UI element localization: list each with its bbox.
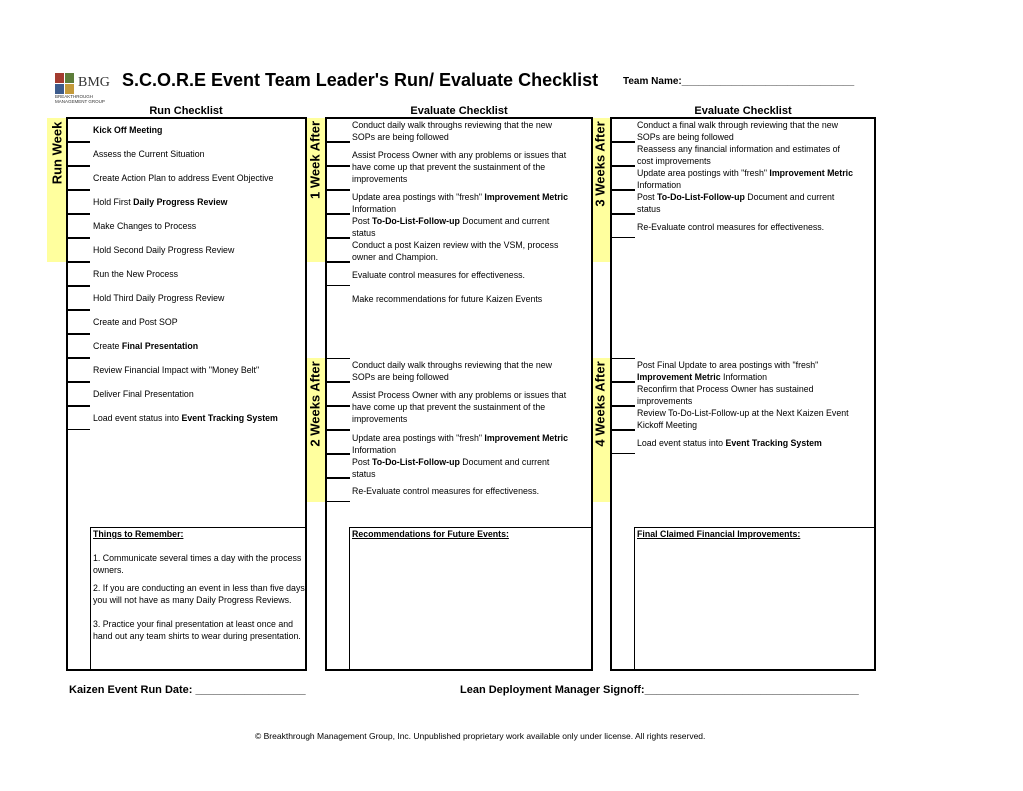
eval2-top-item	[637, 191, 834, 215]
eval2-top-checkbox[interactable]	[611, 142, 635, 166]
item-text: Information	[352, 445, 397, 455]
item-text: Document and current	[459, 457, 550, 467]
item-text: To-Do-List-Follow-up	[372, 457, 460, 467]
item-line	[352, 227, 549, 239]
item-text: cost improvements	[637, 156, 711, 166]
eval1-bottom-item	[352, 456, 549, 480]
eval1-bottom-item	[352, 359, 552, 383]
kaizen-run-date-field[interactable]: Kaizen Event Run Date: __________________	[69, 684, 306, 696]
eval2-top-item	[637, 143, 840, 167]
item-line	[637, 131, 838, 143]
eval1-top-item	[352, 215, 549, 239]
item-line	[637, 371, 818, 383]
item-text: Document and current	[744, 192, 835, 202]
item-line	[637, 119, 838, 131]
eval1-top-checkbox[interactable]	[326, 118, 350, 142]
week3-label: 3 Weeks After	[592, 121, 608, 207]
item-line	[352, 371, 552, 383]
item-text: Load event status into	[637, 438, 726, 448]
run-checklist-item	[93, 268, 178, 280]
item-text: Post Final Update to area postings with "fresh"	[637, 360, 819, 370]
eval1-bottom-checkbox[interactable]	[326, 382, 350, 406]
item-text: Re-Evaluate control measures for effectiveness.	[637, 222, 825, 232]
eval1-top-item	[352, 149, 566, 185]
eval1-top-checkbox[interactable]	[326, 166, 350, 190]
item-text: Hold Second Daily Progress Review	[93, 245, 235, 255]
run-checklist-item	[93, 292, 224, 304]
item-line	[93, 292, 224, 304]
eval1-bottom-checkbox[interactable]	[326, 430, 350, 454]
run-week-label: Run Week	[49, 121, 65, 185]
item-line	[637, 407, 849, 419]
run-checklist-item	[93, 172, 273, 184]
item-text: status	[352, 228, 376, 238]
item-text: Create	[93, 341, 122, 351]
eval1-bottom-checkbox[interactable]	[326, 406, 350, 430]
item-line	[352, 444, 568, 456]
eval2-bottom-item	[637, 407, 849, 431]
run-item-checkbox[interactable]	[67, 262, 90, 286]
item-text: SOPs are being followed	[637, 132, 734, 142]
bmg-logo	[55, 73, 75, 95]
item-text: Deliver Final Presentation	[93, 389, 194, 399]
things-to-remember-list	[93, 552, 308, 642]
recommendations-heading: Recommendations for Future Events:	[352, 529, 509, 539]
item-line	[352, 293, 542, 305]
run-checklist-heading: Run Checklist	[149, 105, 223, 117]
run-checklist-item	[93, 364, 259, 376]
item-line	[637, 203, 834, 215]
run-item-checkbox[interactable]	[67, 334, 90, 358]
run-item-checkbox[interactable]	[67, 310, 90, 334]
item-line	[352, 131, 552, 143]
run-item-checkbox[interactable]	[67, 214, 90, 238]
item-text: Conduct a final walk through reviewing that the new	[637, 120, 838, 130]
eval1-top-checkbox[interactable]	[326, 214, 350, 238]
item-line	[93, 244, 234, 256]
item-line	[352, 191, 568, 203]
run-checklist-item	[93, 244, 234, 256]
run-checklist-item	[93, 196, 227, 208]
run-item-checkbox[interactable]	[67, 238, 90, 262]
eval1-top-item	[352, 269, 525, 281]
item-text: Daily Progress Review	[133, 197, 228, 207]
item-text: Review To-Do-List-Follow-up at the Next Kaizen Event	[637, 408, 849, 418]
run-checklist-item	[93, 220, 196, 232]
item-text: Conduct a post Kaizen review with the VSM, process	[352, 240, 559, 250]
week1-label: 1 Week After	[307, 120, 323, 200]
item-text: Reassess any financial information and estimates of	[637, 144, 840, 154]
eval2-top-checkbox[interactable]	[611, 190, 635, 214]
eval1-bottom-checkbox[interactable]	[326, 358, 350, 382]
eval1-bottom-item	[352, 389, 566, 425]
item-line	[93, 388, 194, 400]
item-text: Improvement Metric	[484, 192, 568, 202]
eval2-top-item	[637, 167, 853, 191]
item-line	[93, 172, 273, 184]
item-text: Improvement Metric	[769, 168, 853, 178]
logo-initials: BMG	[78, 75, 110, 90]
item-line	[352, 161, 566, 173]
eval2-top-checkbox[interactable]	[611, 166, 635, 190]
item-line	[352, 119, 552, 131]
eval1-top-item	[352, 119, 552, 143]
final-financial-heading: Final Claimed Financial Improvements:	[637, 529, 801, 539]
week4-label: 4 Weeks After	[592, 361, 608, 447]
item-text: Hold Third Daily Progress Review	[93, 293, 225, 303]
run-notes-rule	[90, 527, 307, 528]
item-line	[352, 215, 549, 227]
item-line	[637, 359, 818, 371]
eval1-top-checkbox[interactable]	[326, 262, 350, 286]
item-line	[93, 196, 227, 208]
item-text: Document and current	[459, 216, 550, 226]
item-line	[352, 389, 566, 401]
item-text: have come up that prevent the sustainment of the	[352, 162, 546, 172]
run-item-checkbox[interactable]	[67, 406, 90, 430]
item-text: Assess the Current Situation	[93, 149, 205, 159]
item-line	[93, 148, 204, 160]
item-text: Create Action Plan to address Event Objective	[93, 173, 274, 183]
run-item-checkbox[interactable]	[67, 142, 90, 166]
item-text: Update area postings with "fresh"	[637, 168, 770, 178]
item-text: Conduct daily walk throughs reviewing that the new	[352, 360, 552, 370]
item-text: owner and Champion.	[352, 252, 439, 262]
item-text: Kickoff Meeting	[637, 420, 697, 430]
item-text: Re-Evaluate control measures for effectiveness.	[352, 486, 540, 496]
item-text: Post	[637, 192, 658, 202]
evaluate-checklist-heading-2: Evaluate Checklist	[694, 105, 792, 117]
item-line	[637, 383, 814, 395]
item-line	[352, 485, 539, 497]
eval1-top-item	[352, 239, 558, 263]
copyright-notice: © Breakthrough Management Group, Inc. Unpublished proprietary work available only under license. All rights reserved.	[255, 731, 706, 741]
run-item-checkbox[interactable]	[67, 118, 90, 142]
run-checklist-item	[93, 148, 204, 160]
item-line	[637, 155, 840, 167]
item-text: Assist Process Owner with any problems or issues that	[352, 390, 567, 400]
eval2-notes-divider	[634, 527, 635, 671]
item-line	[352, 468, 549, 480]
item-text: Run the New Process	[93, 269, 179, 279]
item-text: To-Do-List-Follow-up	[372, 216, 460, 226]
item-text: have come up that prevent the sustainment of the	[352, 402, 546, 412]
item-line	[352, 269, 525, 281]
run-notes-divider	[90, 527, 91, 671]
things-to-remember-heading: Things to Remember:	[93, 529, 184, 539]
item-text: Post	[352, 216, 373, 226]
item-text: Make Changes to Process	[93, 221, 197, 231]
item-line	[637, 395, 814, 407]
eval2-top-checkbox[interactable]	[611, 118, 635, 142]
eval2-top-checkbox[interactable]	[611, 214, 635, 238]
eval2-bottom-checkbox[interactable]	[611, 430, 635, 454]
item-line	[352, 251, 558, 263]
item-text: improvements	[352, 174, 408, 184]
eval2-top-item	[637, 119, 838, 143]
eval1-notes-divider	[349, 527, 350, 671]
item-text: Reconfirm that Process Owner has sustained	[637, 384, 814, 394]
item-line	[352, 456, 549, 468]
page-title: S.C.O.R.E Event Team Leader's Run/ Evaluate Checklist	[122, 70, 599, 90]
item-text: SOPs are being followed	[352, 372, 449, 382]
eval2-bottom-checkbox[interactable]	[611, 406, 635, 430]
item-line	[637, 437, 822, 449]
eval1-top-checkbox[interactable]	[326, 142, 350, 166]
item-line	[352, 359, 552, 371]
run-item-checkbox[interactable]	[67, 190, 90, 214]
item-text: Update area postings with "fresh"	[352, 433, 485, 443]
eval2-notes-rule	[634, 527, 876, 528]
item-line	[352, 173, 566, 185]
logo-subtitle: BREAKTHROUGH MANAGEMENT GROUP	[55, 94, 105, 104]
reminder-1: 1. Communicate several times a day with the process owners.	[93, 553, 302, 575]
item-line	[93, 220, 196, 232]
item-text: Final Presentation	[121, 341, 199, 351]
run-item-checkbox[interactable]	[67, 382, 90, 406]
run-checklist-item	[93, 412, 278, 424]
item-text: Review Financial Impact with "Money Belt"	[93, 365, 260, 375]
item-line	[93, 268, 178, 280]
eval1-top-item	[352, 293, 542, 305]
item-text: Conduct daily walk throughs reviewing that the new	[352, 120, 552, 130]
item-line	[637, 179, 853, 191]
run-item-checkbox[interactable]	[67, 286, 90, 310]
item-line	[352, 239, 558, 251]
week2-label: 2 Weeks After	[307, 361, 323, 447]
item-text: Create and Post SOP	[93, 317, 178, 327]
item-text: To-Do-List-Follow-up	[657, 192, 745, 202]
eval1-bottom-item	[352, 485, 539, 497]
item-text: Event Tracking System	[725, 438, 822, 448]
run-item-checkbox[interactable]	[67, 166, 90, 190]
run-checklist-item	[93, 124, 162, 136]
item-text: improvements	[352, 414, 408, 424]
item-line	[93, 340, 198, 352]
eval1-top-checkbox[interactable]	[326, 238, 350, 262]
item-text: Kick Off Meeting	[93, 125, 163, 135]
team-name-field[interactable]: Team Name:_______________________________	[623, 76, 855, 87]
reminder-2: 2. If you are conducting an event in less than five days, you will not have as many Daily Progress Reviews.	[93, 583, 308, 605]
run-checklist-item	[93, 316, 178, 328]
eval1-notes-rule	[349, 527, 593, 528]
item-text: Improvement Metric	[637, 372, 721, 382]
manager-signoff-field[interactable]: Lean Deployment Manager Signoff:___________________________________	[460, 684, 859, 696]
item-line	[93, 124, 162, 136]
item-line	[352, 149, 566, 161]
eval1-bottom-item	[352, 432, 568, 456]
item-text: Improvement Metric	[484, 433, 568, 443]
item-line	[637, 191, 834, 203]
eval2-top-item	[637, 221, 824, 233]
item-text: Load event status into	[93, 413, 182, 423]
eval2-bottom-item	[637, 383, 814, 407]
eval1-bottom-checkbox[interactable]	[326, 454, 350, 478]
item-text: Assist Process Owner with any problems or issues that	[352, 150, 567, 160]
eval2-bottom-checkbox[interactable]	[611, 382, 635, 406]
item-line	[352, 432, 568, 444]
item-line	[93, 316, 178, 328]
item-line	[637, 221, 824, 233]
item-text: SOPs are being followed	[352, 132, 449, 142]
reminder-3: 3. Practice your final presentation at least once and hand out any team shirts to wear during presentation.	[93, 619, 301, 641]
item-text: Hold First	[93, 197, 134, 207]
eval2-bottom-item	[637, 437, 822, 449]
item-line	[352, 401, 566, 413]
eval2-bottom-item	[637, 359, 818, 383]
item-text: status	[637, 204, 661, 214]
item-text: Update area postings with "fresh"	[352, 192, 485, 202]
eval2-bottom-checkbox[interactable]	[611, 358, 635, 382]
item-line	[93, 364, 259, 376]
item-text: Information	[637, 180, 682, 190]
run-item-checkbox[interactable]	[67, 358, 90, 382]
eval1-top-item	[352, 191, 568, 215]
evaluate-checklist-heading-1: Evaluate Checklist	[410, 105, 508, 117]
eval1-bottom-checkbox[interactable]	[326, 478, 350, 502]
eval1-top-checkbox[interactable]	[326, 190, 350, 214]
item-line	[637, 419, 849, 431]
item-line	[352, 413, 566, 425]
item-text: Information	[352, 204, 397, 214]
item-line	[352, 203, 568, 215]
run-checklist-item	[93, 340, 198, 352]
item-text: Evaluate control measures for effectiveness.	[352, 270, 525, 280]
item-text: improvements	[637, 396, 693, 406]
item-text: Make recommendations for future Kaizen Events	[352, 294, 543, 304]
item-line	[637, 143, 840, 155]
item-line	[93, 412, 278, 424]
item-text: status	[352, 469, 376, 479]
item-text: Event Tracking System	[181, 413, 278, 423]
item-text: Post	[352, 457, 373, 467]
item-line	[637, 167, 853, 179]
run-checklist-item	[93, 388, 194, 400]
item-text: Information	[720, 372, 768, 382]
